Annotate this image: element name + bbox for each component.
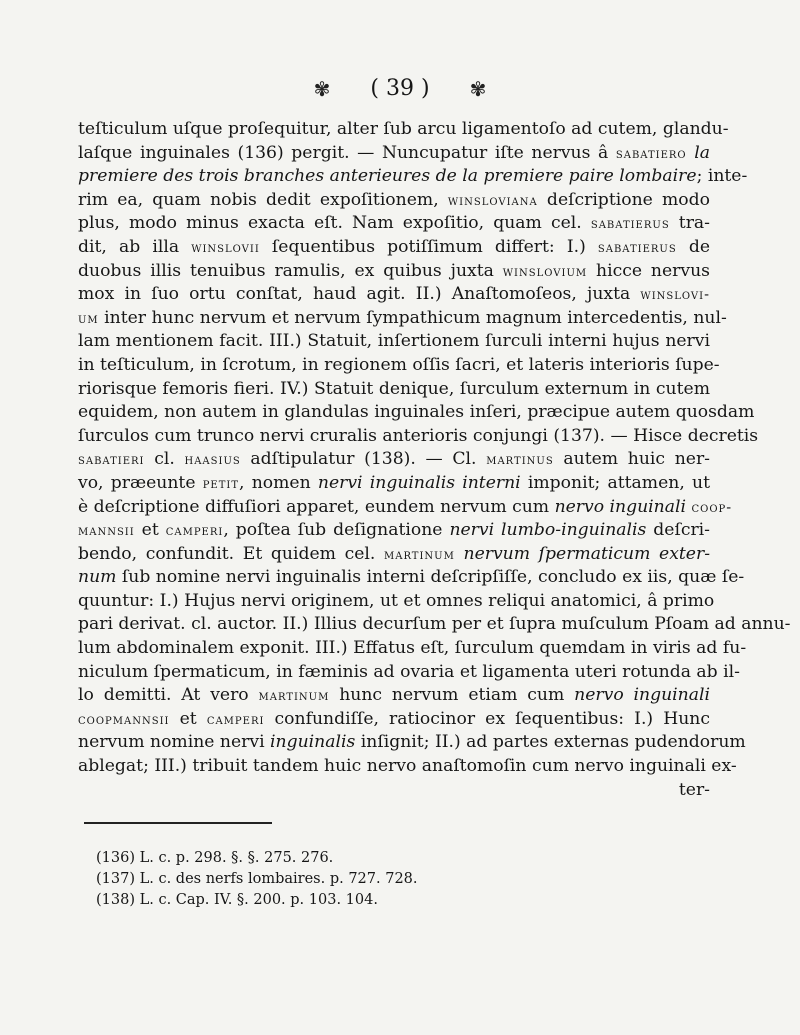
text-line bbox=[78, 779, 710, 803]
footnotes bbox=[96, 848, 418, 911]
text-run: adſtipulatur (138). — Cl. bbox=[240, 449, 487, 470]
text-run: vo, præeunte bbox=[78, 472, 203, 493]
text-run: equidem, non autem in glandulas inguinales inſeri, præcipue autem quosdam bbox=[78, 402, 755, 423]
italic-text: inguinalis bbox=[270, 732, 356, 753]
small-caps-name: sabatierus bbox=[597, 239, 677, 256]
small-caps-name: martinum bbox=[383, 546, 455, 563]
text-run: rim ea, quam nobis dedit expoſitionem, bbox=[78, 189, 448, 210]
text-run: , poſtea ſub deſignatione bbox=[223, 520, 450, 541]
footnote-divider bbox=[84, 822, 272, 824]
italic-text: nervo inguinali bbox=[574, 685, 710, 706]
small-caps-name: camperi bbox=[165, 523, 224, 540]
text-line bbox=[78, 425, 759, 449]
italic-text: nervi lumbo-inguinalis bbox=[449, 520, 647, 541]
text-run: hicce nervus bbox=[587, 260, 710, 281]
text-line bbox=[78, 378, 710, 402]
small-caps-name: sabatiero bbox=[615, 145, 687, 162]
text-run: ablegat; III.) tribuit tandem huic nervo anaſtomoſin cum nervo inguinali ex- bbox=[78, 756, 737, 777]
text-run: in teſticulum, in ſcrotum, in regionem oſſis ſacri, et lateris interioris ſupe- bbox=[78, 354, 720, 375]
footnote-136: (136) L. c. p. 298. §. §. 275. 276. bbox=[96, 850, 334, 866]
small-caps-name: winslovii bbox=[191, 239, 260, 256]
text-line bbox=[78, 708, 710, 732]
text-line bbox=[78, 543, 710, 567]
text-line bbox=[78, 142, 710, 166]
text-run: deſcriptione modo bbox=[537, 189, 711, 210]
text-run: ter- bbox=[678, 779, 710, 800]
text-line bbox=[78, 519, 710, 543]
text-line bbox=[78, 731, 746, 755]
text-run bbox=[455, 544, 464, 564]
text-line bbox=[78, 684, 710, 708]
text-line bbox=[78, 613, 791, 637]
text-run: imponit; attamen, ut bbox=[520, 472, 710, 493]
text-line bbox=[78, 637, 747, 661]
text-line bbox=[78, 661, 740, 685]
text-run: hunc nervum etiam cum bbox=[329, 685, 575, 706]
text-run: riorisque femoris fieri. IV.) Statuit denique, ſurculum externum in cutem bbox=[78, 378, 710, 399]
italic-text: nervo inguinali bbox=[554, 496, 686, 517]
text-line bbox=[78, 212, 710, 236]
text-run: quuntur: I.) Hujus nervi originem, ut et omnes reliqui anatomici, â primo bbox=[78, 590, 715, 611]
text-run: autem huic ner- bbox=[553, 449, 710, 470]
text-run: inter hunc nervum et nervum ſympathicum magnum intercedentis, nul- bbox=[98, 307, 727, 328]
text-line bbox=[78, 118, 729, 142]
small-caps-name: haasius bbox=[184, 452, 241, 469]
text-line bbox=[78, 448, 710, 472]
small-caps-name: winslovi- bbox=[640, 287, 710, 304]
text-run: confundiſſe, ratiocinor ex ſequentibus: I.) Hunc bbox=[264, 708, 710, 729]
small-caps-name: mannsii bbox=[78, 523, 135, 540]
text-run: inſignit; II.) ad partes externas pudendorum bbox=[355, 732, 746, 753]
small-caps-name: coop- bbox=[691, 499, 733, 516]
text-run: ſurculos cum trunco nervi cruralis anterioris conjungi (137). — Hisce decretis bbox=[78, 425, 759, 446]
page-header bbox=[0, 76, 800, 101]
text-run: et bbox=[134, 520, 166, 541]
text-run: et bbox=[169, 708, 207, 729]
text-run: lum abdominalem exponit. III.) Effatus eſt, ſurculum quemdam in viris ad fu- bbox=[78, 638, 747, 659]
italic-text: nervi inguinalis interni bbox=[317, 472, 521, 493]
small-caps-name: petit bbox=[202, 475, 240, 492]
text-run: bendo, confundit. Et quidem cel. bbox=[78, 543, 384, 564]
text-run: pari derivat. cl. auctor. II.) Illius decurſum per et ſupra muſculum Pſoam ad annu- bbox=[78, 614, 791, 635]
small-caps-name: um bbox=[78, 310, 99, 327]
small-caps-name: winsloviana bbox=[447, 192, 538, 209]
text-run: teſticulum uſque proſequitur, alter ſub arcu ligamentoſo ad cutem, glandu- bbox=[78, 119, 729, 139]
italic-text: premiere des trois branches anterieures de la premiere paire lombaire bbox=[78, 166, 697, 187]
text-run: ſequentibus potiſſimum differt: I.) bbox=[259, 236, 598, 257]
text-line bbox=[78, 566, 745, 590]
text-line bbox=[78, 330, 710, 354]
text-run: niculum ſpermaticum, in fæminis ad ovaria et ligamenta uteri rotunda ab il- bbox=[78, 661, 740, 682]
italic-text: la bbox=[694, 142, 710, 163]
small-caps-name: sabatieri bbox=[78, 452, 145, 469]
italic-text: nervum ſpermaticum exter- bbox=[463, 543, 710, 564]
small-caps-name: martinum bbox=[258, 688, 330, 705]
small-caps-name: coopmannsii bbox=[78, 711, 170, 728]
text-line bbox=[78, 755, 737, 779]
text-line bbox=[78, 307, 727, 331]
page-number: ( 39 ) bbox=[370, 76, 430, 101]
text-run: lam mentionem facit. III.) Statuit, inſertionem ſurculi interni hujus nervi bbox=[78, 331, 710, 352]
text-line bbox=[78, 472, 710, 496]
text-run: tra- bbox=[669, 213, 710, 234]
text-line bbox=[78, 283, 710, 307]
text-line bbox=[78, 260, 710, 284]
text-run: lo demitti. At vero bbox=[78, 685, 259, 706]
small-caps-name: camperi bbox=[206, 711, 265, 728]
text-run: , nomen bbox=[239, 472, 318, 493]
text-run: ſub nomine nervi inguinalis interni deſcripſiſſe, concludo ex iis, quæ ſe- bbox=[116, 567, 745, 588]
text-run: cl. bbox=[144, 449, 185, 470]
main-text bbox=[78, 118, 791, 802]
ornament-right-icon: ✾ bbox=[469, 76, 487, 101]
text-run: dit, ab illa bbox=[78, 236, 192, 257]
text-run: duobus illis tenuibus ramulis, ex quibus juxta bbox=[78, 260, 503, 281]
ornament-left-icon: ✾ bbox=[313, 76, 331, 101]
text-line bbox=[78, 401, 755, 425]
text-run: ; inte- bbox=[696, 166, 748, 187]
small-caps-name: sabatierus bbox=[590, 216, 670, 233]
text-line bbox=[78, 189, 710, 213]
footnote-137: (137) L. c. des nerfs lombaires. p. 727. 728. bbox=[96, 871, 418, 887]
text-run: deſcri- bbox=[646, 520, 710, 541]
text-run: nervum nomine nervi bbox=[78, 732, 271, 753]
small-caps-name: martinus bbox=[486, 452, 554, 469]
text-run: è deſcriptione diffuſiori apparet, eundem nervum cum bbox=[78, 496, 555, 517]
text-line bbox=[78, 165, 748, 189]
footnote-138: (138) L. c. Cap. IV. §. 200. p. 103. 104. bbox=[96, 892, 378, 908]
text-run: de bbox=[676, 236, 711, 257]
text-run: plus, modo minus exacta eſt. Nam expoſitio, quam cel. bbox=[78, 213, 591, 234]
text-line bbox=[78, 236, 710, 260]
text-run: laſque inguinales (136) pergit. — Nuncupatur iſte nervus â bbox=[78, 142, 616, 163]
text-line bbox=[78, 354, 720, 378]
text-run: mox in ſuo ortu conſtat, haud agit. II.) Anaſtomoſeos, juxta bbox=[78, 284, 641, 305]
small-caps-name: winslovium bbox=[502, 263, 588, 280]
text-line bbox=[78, 590, 715, 614]
italic-text: num bbox=[78, 567, 117, 588]
text-line bbox=[78, 496, 733, 520]
